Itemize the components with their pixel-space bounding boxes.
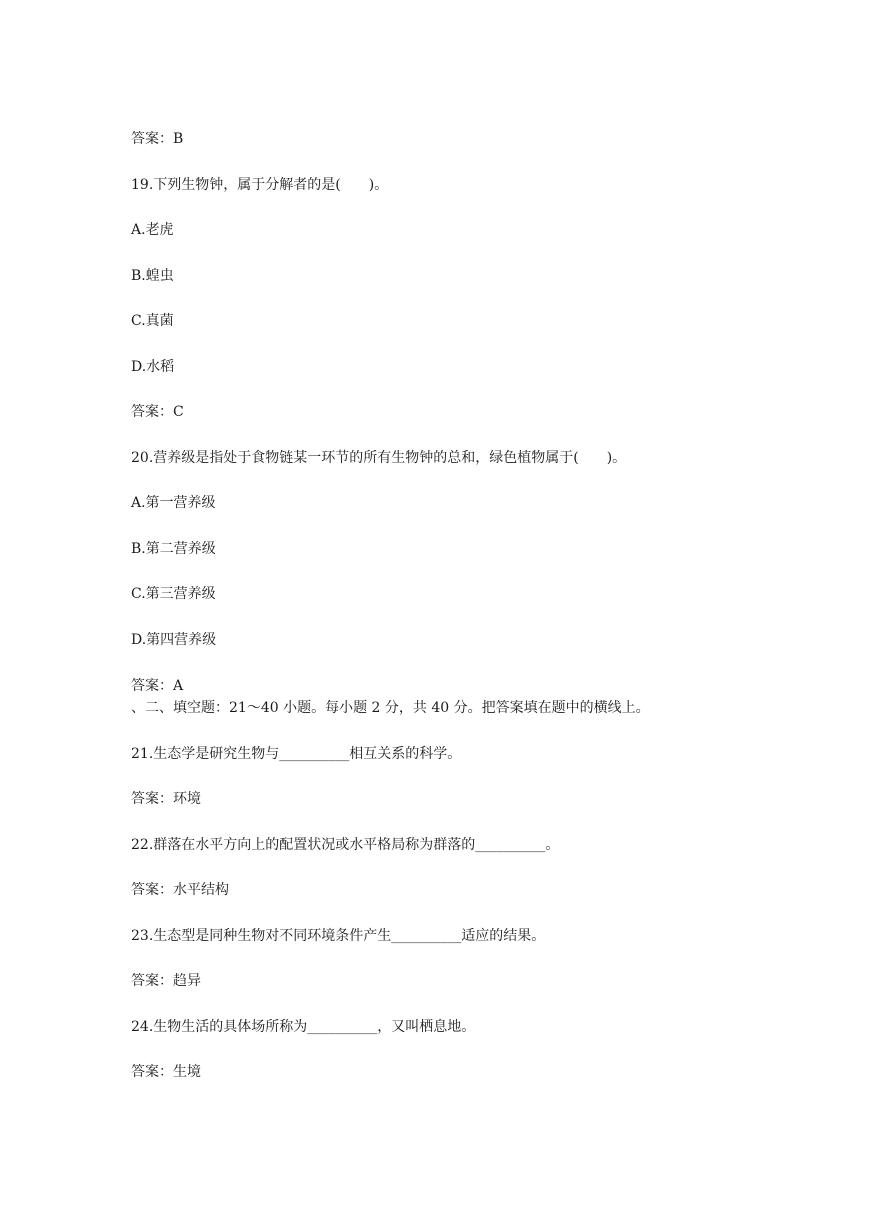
option-b: B.蝗虫 [131,268,174,284]
option-a: A.第一营养级 [131,495,216,511]
answer-21: 答案：环境 [131,791,201,807]
question-21: 21.生态学是研究生物与__________相互关系的科学。 [131,746,462,762]
answer-24: 答案：生境 [131,1064,201,1080]
answer-20: 答案：A [131,678,184,694]
question-20: 20.营养级是指处于食物链某一环节的所有生物钟的总和，绿色植物属于( )。 [131,450,627,466]
question-19: 19.下列生物钟，属于分解者的是( )。 [131,177,389,193]
answer-19: 答案：C [131,404,184,420]
option-b: B.第二营养级 [131,541,216,557]
answer-23: 答案：趋异 [131,973,201,989]
question-24: 24.生物生活的具体场所称为__________，又叫栖息地。 [131,1019,476,1035]
option-d: D.第四营养级 [131,632,217,648]
question-22: 22.群落在水平方向上的配置状况或水平格局称为群落的__________。 [131,837,560,853]
option-a: A.老虎 [131,222,174,238]
answer-22: 答案：水平结构 [131,882,229,898]
section-heading: 、二、填空题：21～40 小题。每小题 2 分，共 40 分。把答案填在题中的横线上。 [131,700,650,716]
option-c: C.真菌 [131,313,174,329]
question-23: 23.生态型是同种生物对不同环境条件产生__________适应的结果。 [131,928,546,944]
answer-18: 答案：B [131,131,184,147]
option-c: C.第三营养级 [131,586,216,602]
option-d: D.水稻 [131,359,175,375]
